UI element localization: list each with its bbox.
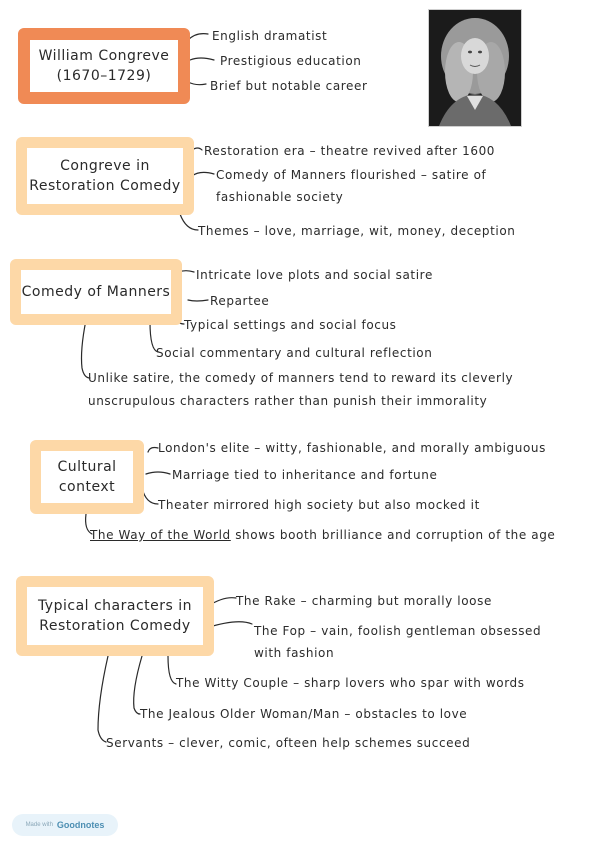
manners-title: Comedy of Manners [21,284,171,300]
note-witty-couple: The Witty Couple – sharp lovers who spar with words [176,676,525,690]
note-unlike-satire-1: Unlike satire, the comedy of manners tend to reward its cleverly [88,371,514,385]
way-of-the-world-rest: shows booth brilliance and corruption of the age [230,528,556,542]
context-title-line2: context [58,479,116,495]
badge-prefix: Made with [25,822,53,828]
note-comedy-flourished: Comedy of Manners flourished – satire of [216,168,487,182]
note-social-commentary: Social commentary and cultural reflection [156,346,433,360]
note-way-of-the-world [90,526,555,544]
note-love-plots: Intricate love plots and social satire [196,268,433,282]
comedy-of-manners-box [10,259,182,325]
note-themes: Themes – love, marriage, wit, money, deception [198,224,516,238]
note-repartee: Repartee [210,294,270,308]
congreve-years: (1670–1729) [56,68,152,84]
note-with-fashion: with fashion [254,646,335,660]
cultural-context-box [30,440,144,514]
context-title-line1: Cultural [57,459,117,475]
congreve-box [18,28,190,104]
note-marriage-inheritance: Marriage tied to inheritance and fortune [172,468,438,482]
made-with-goodnotes-badge [12,814,118,836]
characters-title-line1: Typical characters in [37,598,193,614]
note-servants: Servants – clever, comic, ofteen help schemes succeed [106,736,471,750]
note-the-fop: The Fop – vain, foolish gentleman obsessed [254,624,542,638]
note-prestigious-education: Prestigious education [220,54,362,68]
characters-title-line2: Restoration Comedy [39,618,191,634]
portrait-image [429,10,521,126]
typical-characters-box [16,576,214,656]
note-londons-elite: London's elite – witty, fashionable, and morally ambiguous [158,441,546,455]
note-restoration-era: Restoration era – theatre revived after 1600 [204,144,496,158]
way-of-the-world-title: The Way of the World [90,528,231,542]
note-jealous-older: The Jealous Older Woman/Man – obstacles to love [140,707,468,721]
restoration-title-line1: Congreve in [60,158,150,174]
note-the-rake: The Rake – charming but morally loose [236,594,492,608]
note-fashionable-society: fashionable society [216,190,344,204]
badge-brand: Goodnotes [56,820,105,830]
note-theater-mirrored: Theater mirrored high society but also mocked it [158,498,480,512]
note-brief-career: Brief but notable career [210,79,368,93]
note-typical-settings: Typical settings and social focus [184,318,397,332]
note-unlike-satire-2: unscrupulous characters rather than punish their immorality [88,394,488,408]
restoration-title-line2: Restoration Comedy [29,178,181,194]
restoration-comedy-box [16,137,194,215]
congreve-portrait [428,9,522,127]
congreve-name: William Congreve [38,48,170,64]
note-english-dramatist: English dramatist [212,29,328,43]
